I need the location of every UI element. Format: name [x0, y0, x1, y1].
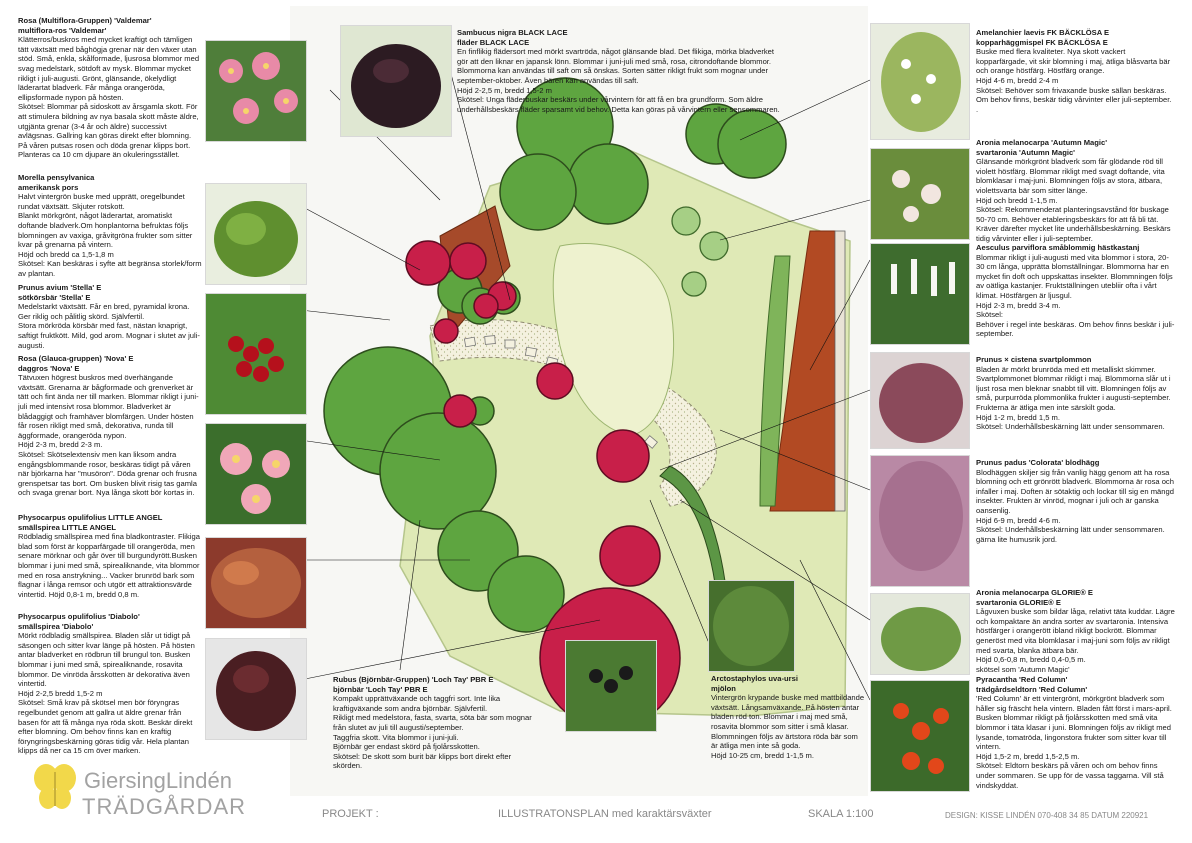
photo-prunus-colorata	[870, 455, 970, 587]
scale-label: SKALA 1:100	[808, 808, 874, 820]
desc-prunus-stella: Prunus avium 'Stella' E sötkörsbär 'Stella' E Medelstarkt växtsätt. Får en bred, pyramidal krona. Ger riklig och pålitlig skörd. Självfertil. Stora mörkröda körsbär med fast, nästan knaprigt, saftigt fruktkött. Mild, god arom. Mognar i slutet av juli-augusti.	[18, 283, 200, 350]
photo-arctostaphylos	[708, 580, 795, 672]
desc-pyracantha: Pyracantha 'Red Column' trädgårdseldtorn 'Red Column' 'Red Column' är ett vintergrönt, mörkgrönt bladverk som håller sig fräscht hela vintern. Bladen fått först i mars-april. Busken blommar rikligt på fjolårsskotten med små vita blommor i täta klasar i juni. Blomningen följs av rikligt med lysande, tomatröda, lingonstora frukter som sitter kvar till vintern. Höjd 1,5-2 m, bredd 1,5-2,5 m. Skötsel: Eldtorn beskärs på våren och om behov finns under sommaren. Se upp för de vassa taggarna. Vill stå vindskyddat.	[976, 675, 1172, 790]
designer-info: DESIGN: KISSE LINDÉN 070-408 34 85 DATUM 220921	[945, 811, 1149, 820]
desc-physocarpus-diabolo: Physocarpus opulifolius 'Diabolo' smällspirea 'Diabolo' Mörkt rödbladig smällspirea. Bladen slår ut tidigt på säsongen och sitter kvar länge på hösten. På hösten antar bladverket en rödbrun till brungul ton. Busken blommar i juni med små, spirealiknande, rosavita blommor. De vinröda årsskotten är dekorativa även vintertid. Höjd 2-2,5 bredd 1,5-2 m Skötsel: Små krav på skötsel men bör föryngras regelbundet genom att gallra ut äldre grenar från basen för att få många nya röda skott. Beskär direkt efter blomning. Om behov finns kan en kraftig föryngringsbeskärning göras tidig vår. Hela plantan klipps då ner ca 15 cm över marken.	[18, 612, 195, 756]
photo-aesculus	[870, 243, 970, 345]
desc-amelanchier: Amelanchier laevis FK BÄCKLÖSA E kopparhäggmispel FK BÄCKLÖSA E Buske med flera kvaliteter. Nya skott vackert kopparfärgade, vit skir blomning i maj, ätliga blåsvarta bär och orange höstfärg. Höstfärg orange. Höjd 4-6 m, bredd 2-4 m Skötsel: Behöver som frivaxande buske sällan beskäras. Om behov finns, beskär tidig vårvinter eller juli-september. .	[976, 28, 1172, 114]
photo-rosa-nova	[205, 423, 307, 525]
logo-subtitle: TRÄDGÅRDAR	[82, 794, 247, 819]
desc-morella: Morella pensylvanica amerikansk pors Halvt vintergrön buske med upprätt, oregelbundet rundat växtsätt. Skjuter rotskott. Blankt mörkgrönt, något läderartat, aromatiskt doftande bladverk.Om honplantorna befruktas följs blomningen av vaxiga, gråvitgröna frukter som sitter kvar på grenarna på vintern. Höjd och bredd ca 1,5-1,8 m Skötsel: Kan beskäras i syfte att begränsa storlek/form av plantan.	[18, 173, 202, 278]
photo-morella	[205, 183, 307, 285]
plan-title: ILLUSTRATONSPLAN med karaktärsväxter	[498, 808, 712, 820]
house-wall	[835, 231, 845, 511]
desc-aronia-magic: Aronia melanocarpa 'Autumn Magic' svartaronia 'Autumn Magic' Glänsande mörkgrönt bladverk som får glödande röd till violett höstfärg. Blommar rikligt med svagt doftande, vita blomklasar i maj-juni. Blomningen följs av stora, ätbara, violettsvarta bär som sitter länge. Höjd och bredd 1-1,5 m. Skötsel: Rekommenderat planteringsavstånd för buskage 50-70 cm. Behöver etableringsbeskärs för att få bli tät. Kräver därefter mycket lite underhållsbeskärning. Beskärs tidig vårvinter eller i juli-september.	[976, 138, 1171, 243]
desc-prunus-cistena: Prunus × cistena svartplommon Bladen är mörkt brunröda med ett metalliskt skimmer. Svartplommonet blommar rikligt i maj. Blommorna slår ut i ljust rosa men bleknar snabbt till vitt. Blomningen följs av små, purpurröda plommonlika frukter i augusti-september. Frukterna är ätliga men inte särskilt goda. Höjd 1-2 m, bredd 1,5 m. Skötsel: Underhållsbeskärning lätt under sensommaren.	[976, 355, 1171, 432]
desc-rosa-nova: Rosa (Glauca-gruppen) 'Nova' E daggros 'Nova' E Tätvuxen högrest buskros med överhängande växtsätt. Grenarna är bågformade och grenverket är tätt och fint ända ner till marken. Blommar rikligt i juni-juli med intensivt rosa blommor. Bladverket är blådaggigt och framhäver blomfärgen. Under hösten får rosen rikligt med små, dekorativa, runda till äggformade, orangeröda nypon. Höjd 2-3 m, bredd 2-3 m. Skötsel: Skötselextensiv men kan liksom andra engångsblommande rosor, beskäras tidigt på våren när björkarna har "musöron". Döda grenar och frusna grenspetsar tas bort. Om busken blivit risig tas gamla och svaga grenar bort. Nya långa skott bör kortas in.	[18, 354, 199, 498]
desc-aronia-glorie: Aronia melanocarpa GLORIE® E svartaronia GLORIE® E Lågvuxen buske som bildar låga, relativt täta kuddar. Lägre och kompaktare än andra sorter av svartaronia. Intensiva höstfärger i orangerött iblаnd rikligt bockrött. Blommar generöst med vita blomklasar i maj-juni som följs av rikligt med svarta, blanka ätbara bär. Höjd 0,6-0,8 m, bredd 0,4-0,5 m. skötsel som 'Autumn Magic'	[976, 588, 1175, 674]
photo-rubus	[565, 640, 657, 732]
photo-physocarpus-little-angel	[205, 537, 307, 629]
desc-aesculus: Aesculus parviflora småblommig hästkastanj Blommar rikligt i juli-augusti med vita blommor i stora, 20-30 cm långa, upprätta blomställningar. Blommorna har en mycket fin doft och uppskattas insekter. Blommningen följs av oätliga kastanjer. Fruktställningen utebliir ofta i vårt klimat. Höstfärgen är ljusgul. Höjd 2-3 m, bredd 3-4 m. Skötsel: Behöver i regel inte beskäras. Om behov finns beskär i juli-september.	[976, 243, 1175, 339]
photo-prunus-stella	[205, 293, 307, 415]
photo-prunus-cistena	[870, 352, 970, 449]
photo-pyracantha	[870, 680, 970, 792]
photo-aronia-autumn-magic	[870, 148, 970, 240]
project-label: PROJEKT :	[322, 808, 379, 820]
butterfly-icon	[32, 762, 78, 812]
desc-prunus-colorata: Prunus padus 'Colorata' blodhägg Blodhäggen skiljer sig från vanlig hägg genom att ha rosa blomning och ett grönrött bladverk. Blommorna är rosa och infaller i maj. Doften är sötaktig och lockar till sig en mängd insekter. Frukten är vinröd, mognar i juli och är ganska oansenlig. Höjd 6-9 m, bredd 4-6 m. Skötsel: Underhållsbeskärning lätt under sensommaren. gärna lite humusrik jord.	[976, 458, 1174, 544]
desc-sambucus: Sambucus nigra BLACK LACE fläder BLACK LACE En finflikig flädersort med mörkt svartröda, något glänsande blad. Det flikiga, mörka bladverket gör att den liknar en japansk lönn. Blommar i juni-juli med små, rosa, citrondoftande blommor. Blommorna kan användas till saft om så önskas. Sorten sätter rikligt frukt som mognar under september-oktober. Även bären kan användas till saft. Höjd 2-2,5 m, bredd 1,5-2 m Skötsel: Unga fläderbuskar beskärs under vårvintern för att få en bra grundform. Som äldre underhållsbeskärs fläder sparsamt vid behov. Detta kan göras på vårvintern eller sensommaren.	[457, 28, 780, 114]
desc-rubus: Rubus (Björnbär-Gruppen) 'Loch Tay' PBR E björnbär 'Loch Tay' PBR E Kompakt upprättväxande och taggfri sort. Inte lika kraftigväxande som andra björnbär. Självfertil. Rikligt med medelstora, fasta, svarta, söta bär som mognar från slutet av juli till augusti/september. Taggfria skott. Vita blommor i juni-juli. Björnbär ger endast skörd på fjolårsskotten. Skötsel: De skott som burit bär klipps bort direkt efter skörden.	[333, 675, 532, 771]
company-logo	[32, 760, 262, 830]
photo-physocarpus-diabolo	[205, 638, 307, 740]
photo-amelanchier	[870, 23, 970, 140]
photo-sambucus	[340, 25, 452, 137]
photo-rosa-valdemar	[205, 40, 307, 142]
desc-physocarpus-angel: Physocarpus opulifolius LITTLE ANGEL smällspirea LITTLE ANGEL Rödbladig smällspirea med fina bladkontraster. Flikiga blad som först är kopparfärgade till orangeröda, men senare mörknar och går över till burgundyrött.Busken blommar i juni med små, spirealiknande, vita blommor med en rosa anstrykning... Vacker brunröd bark som flagnar i långa remsor och utgör ett attraktionsvärde vintertid. Höjd 0,8-1 m, bredd 0,8 m.	[18, 513, 200, 599]
desc-rosa-valdemar: Rosa (Multiflora-Gruppen) 'Valdemar' multiflora-ros 'Valdemar' Klätterros/buskros med mycket kraftigt och tämligen tätt växtsätt med båghögja grenar när den växer utan stöd. Små, enkla, skålformade, ljusrosa blommor med svag medelstark, sötdoft av mysk. Blommar mycket rikligt i juli-augusti. Grönt, glänsande, ökelydligt läderartat bladverk. Får många orangeröda, ellipsformade nypon på hösten. Skötsel: Blommar på sidoskott av årsgamla skott. För att stimulera bildning av nya basala skott måste äldre, utgjänta grenar (3-4 år och äldre) successivt avlägsnas. Gallring kan göras direkt efter blomning. På våren putsas rosen och döda grenar klipps bort. Planteras ca 10 cm djupare än okuleringsstället.	[18, 16, 200, 160]
logo-name: GiersingLindén	[84, 768, 232, 793]
photo-aronia-glorie	[870, 593, 970, 675]
desc-arctostaphylos: Arctostaphylos uva-ursi mjölon Vintergrön krypande buske med mattbildande växtsätt. Långsamväxande. På hösten antar bladen röd ton. Blommar i maj med små, rosavita blommor som sitter i små klasar. Blommningen följs av ärtstora röda bär som är ätliga men inte så goda. Höjd 10-25 cm, bredd 1-1,5 m.	[711, 674, 865, 760]
